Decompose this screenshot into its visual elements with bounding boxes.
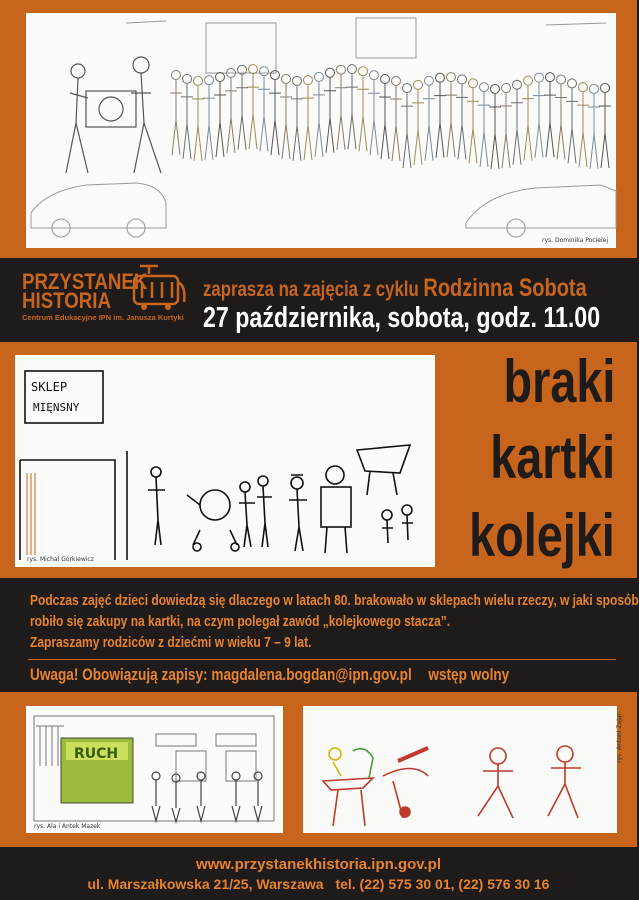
invite-line: [203, 274, 587, 303]
date-line: 27 października, sobota, godz. 11.00: [203, 302, 601, 334]
crowd-head: [480, 83, 489, 92]
crowd-head: [491, 84, 500, 93]
logo-line2: HISTORIA: [22, 288, 112, 313]
crowd-head: [216, 73, 225, 82]
crowd-body: [236, 75, 248, 150]
description-line3: Zapraszamy rodziców z dziećmi w wieku 7 – 9 lat.: [30, 634, 312, 651]
crowd-body: [401, 93, 413, 168]
crowd-head: [414, 80, 423, 89]
crowd-body: [500, 93, 512, 168]
crowd-body: [357, 76, 369, 151]
crowd-body: [313, 82, 325, 157]
crowd-body: [280, 84, 292, 159]
top-band: [0, 0, 637, 258]
title-word-braki: braki: [503, 348, 615, 415]
crowd-head: [535, 73, 544, 82]
shop-sign-line1: SKLEP: [31, 380, 68, 394]
crowd-head: [502, 84, 511, 93]
middle-band: [0, 342, 637, 578]
logo-line1: PRZYSTANEK: [22, 269, 148, 294]
queue-drawing-image: [26, 13, 616, 248]
crowd-body: [544, 82, 556, 157]
crowd-body: [412, 90, 424, 165]
crowd-head: [546, 73, 555, 82]
crowd-head: [436, 73, 445, 82]
kiosk-sign: RUCH: [74, 746, 119, 762]
crowd-head: [348, 65, 357, 74]
crowd-head: [304, 76, 313, 85]
crowd-body: [555, 84, 567, 159]
crowd-body: [434, 83, 446, 158]
crowd-body: [390, 86, 402, 161]
title-word-kartki: kartki: [490, 424, 615, 491]
series-name: Rodzinna Sobota: [423, 274, 587, 302]
description-line1: Podczas zajęć dzieci dowiedzą się dlaczego w latach 80. brakowało w sklepach wielu rzeczy, w jaki sposób: [30, 592, 639, 609]
kiosk-drawing-image: [26, 706, 283, 833]
crowd-head: [590, 84, 599, 93]
crowd-head: [337, 65, 346, 74]
crowd-head: [172, 71, 181, 80]
crowd-head: [469, 79, 478, 88]
crowd-body: [566, 88, 578, 163]
free-entry: wstęp wolny: [428, 665, 510, 684]
crowd-head: [194, 76, 203, 85]
crowd-body: [258, 76, 270, 151]
crowd-body: [335, 75, 347, 150]
middle-drawing-caption: rys. Michał Górkiewicz: [27, 556, 94, 563]
crowd-head: [458, 75, 467, 84]
crowd-body: [203, 85, 215, 160]
bottom-left-drawing-caption: rys. Ala i Antek Mazek: [34, 823, 101, 830]
description-line2: robiło się zakupy na kartki, na czym polegał zawód „kolejkowego stacza”.: [30, 613, 451, 630]
top-drawing-caption: rys. Dominika Pocielej: [542, 237, 608, 244]
footer-website[interactable]: www.przystanekhistoria.ipn.gov.pl: [195, 856, 442, 873]
crowd-head: [315, 72, 324, 81]
description-band: [0, 578, 637, 692]
shop-sign-line2: MIĘNSNY: [33, 401, 80, 414]
notice-text: Uwaga! Obowiązują zapisy: magdalena.bogdan@ipn.gov.pl: [30, 665, 412, 684]
crowd-figures: [170, 65, 611, 169]
crowd-body: [247, 74, 259, 149]
footer: [0, 847, 637, 900]
title-word-kolejki: kolejki: [469, 502, 615, 569]
crowd-body: [346, 74, 358, 149]
crowd-head: [392, 76, 401, 85]
notice-line: [30, 665, 509, 685]
crowd-head: [282, 74, 291, 83]
crowd-body: [192, 86, 204, 161]
crowd-head: [513, 80, 522, 89]
crowd-body: [588, 94, 600, 169]
crowd-head: [425, 76, 434, 85]
footer-address: ul. Marszałkowska 21/25, Warszawa: [87, 876, 324, 892]
tram-icon: [130, 264, 188, 312]
crowd-body: [456, 84, 468, 159]
crowd-body: [324, 78, 336, 153]
crowd-body: [467, 88, 479, 163]
crowd-body: [533, 83, 545, 158]
crowd-body: [291, 86, 303, 161]
crowd-head: [359, 67, 368, 76]
crowd-body: [269, 80, 281, 155]
logo-subtitle: Centrum Edukacyjne IPN im. Janusza Kurtyki: [22, 313, 184, 322]
crowd-body: [368, 80, 380, 155]
bottom-right-drawing: [303, 706, 624, 833]
crowd-head: [293, 76, 302, 85]
crowd-body: [511, 90, 523, 165]
crowd-head: [524, 76, 533, 85]
divider: [28, 659, 616, 660]
crowd-head: [601, 83, 610, 92]
crowd-body: [181, 84, 193, 159]
bottom-right-drawing-caption: rys. Antoni Zając: [616, 712, 624, 763]
crowd-head: [557, 75, 566, 84]
crowd-head: [370, 71, 379, 80]
bottom-band: [0, 692, 637, 847]
crowd-body: [522, 86, 534, 161]
crowd-body: [445, 82, 457, 157]
crowd-body: [489, 94, 501, 169]
crowd-head: [271, 71, 280, 80]
crowd-head: [447, 73, 456, 82]
bottom-left-drawing: [26, 706, 283, 833]
children-drawing-image: [303, 706, 617, 833]
crowd-body: [478, 92, 490, 167]
crowd-head: [183, 74, 192, 83]
middle-drawing: [15, 355, 435, 567]
crowd-head: [579, 83, 588, 92]
header-band: [0, 258, 637, 342]
crowd-head: [326, 68, 335, 77]
crowd-head: [249, 65, 258, 74]
crowd-body: [379, 84, 391, 159]
shop-queue-drawing-image: [15, 355, 435, 567]
top-drawing: [26, 13, 616, 248]
crowd-body: [599, 93, 611, 168]
crowd-head: [403, 84, 412, 93]
crowd-head: [260, 67, 269, 76]
crowd-body: [302, 85, 314, 160]
footer-contact: [0, 876, 637, 892]
invite-prefix: zaprasza na zajęcia z cyklu: [203, 278, 419, 301]
crowd-body: [577, 92, 589, 167]
footer-phone: tel. (22) 575 30 01, (22) 576 30 16: [335, 876, 550, 892]
crowd-head: [381, 75, 390, 84]
crowd-head: [205, 76, 214, 85]
crowd-body: [170, 80, 182, 155]
crowd-body: [225, 78, 237, 153]
crowd-head: [568, 79, 577, 88]
crowd-body: [423, 86, 435, 161]
crowd-body: [214, 82, 226, 157]
